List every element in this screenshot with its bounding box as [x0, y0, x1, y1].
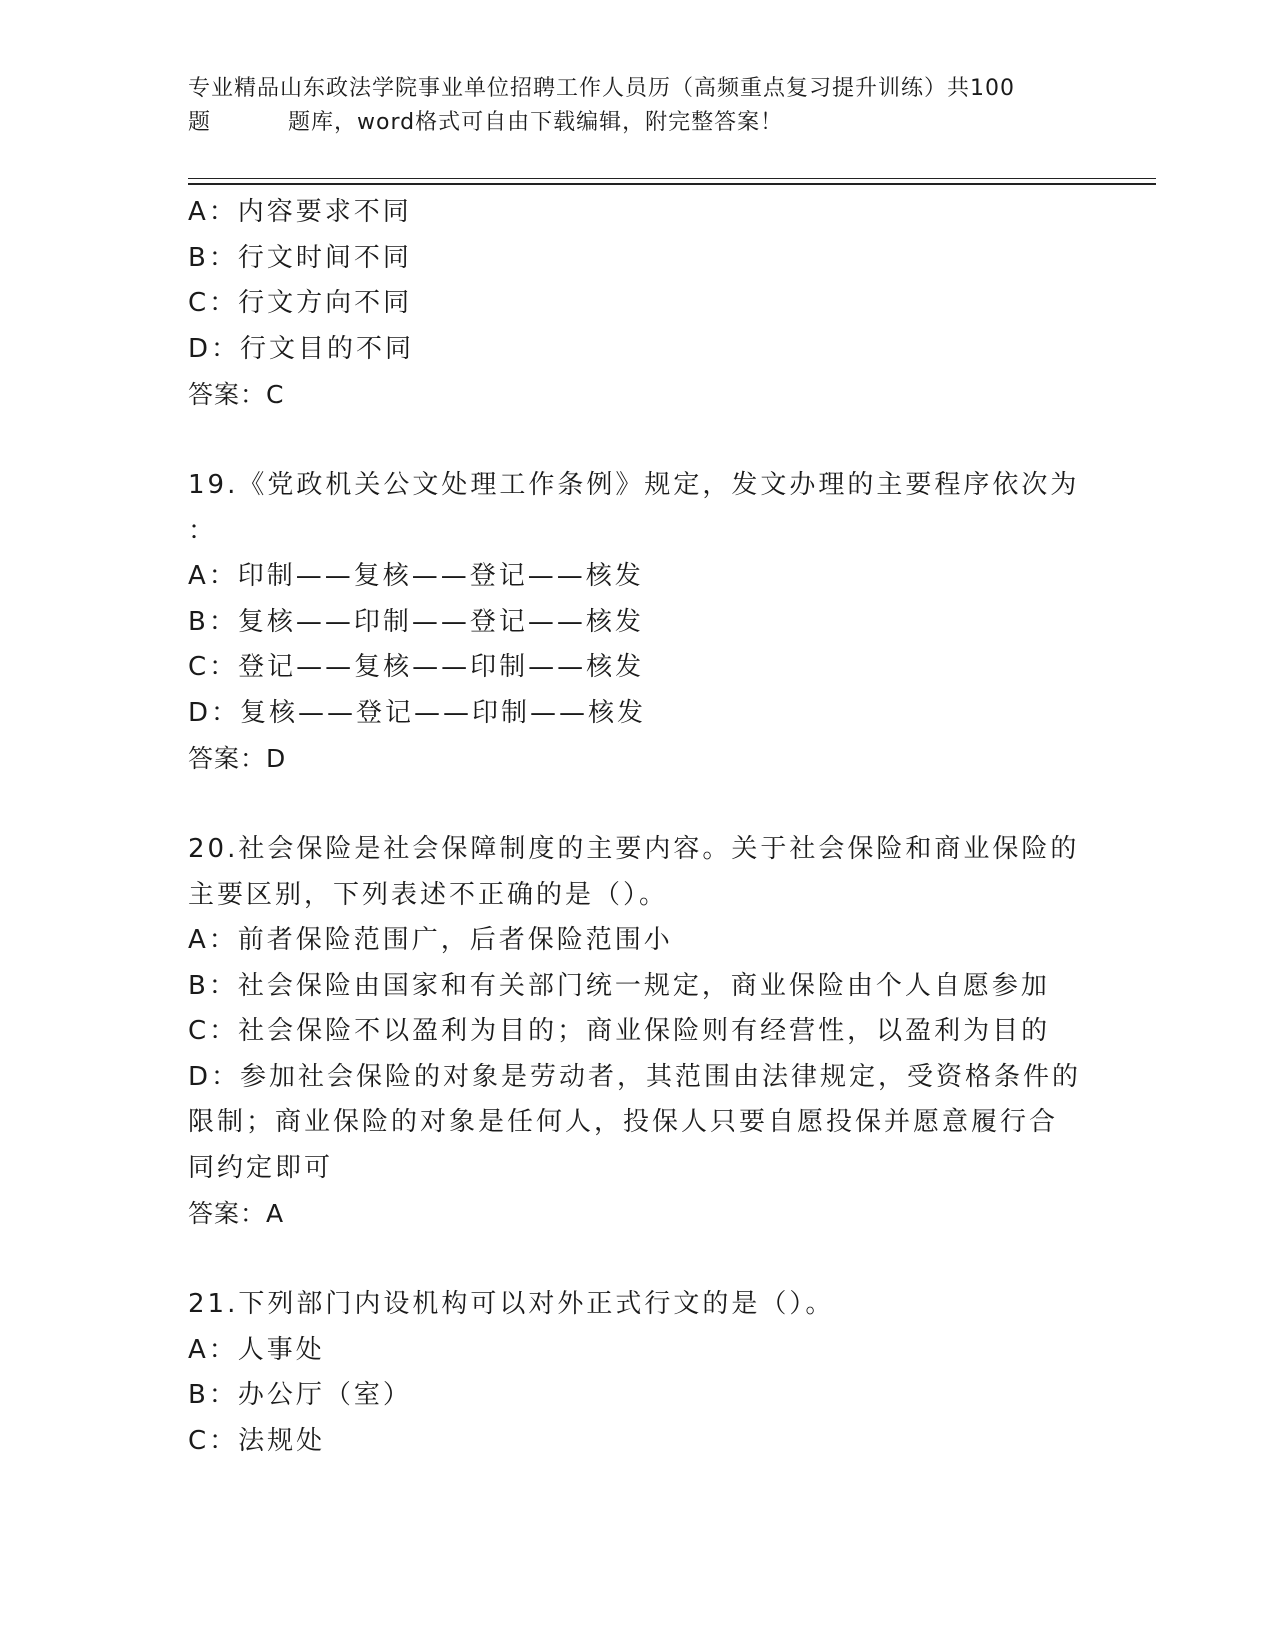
- option-d-line2: 限制；商业保险的对象是任何人，投保人只要自愿投保并愿意履行合: [188, 1107, 1059, 1137]
- question-21-text: 21.下列部门内设机构可以对外正式行文的是（）。: [188, 1289, 835, 1319]
- option-a: A：人事处: [188, 1334, 325, 1365]
- option-c: C：社会保险不以盈利为目的；商业保险则有经营性，以盈利为目的: [188, 1016, 1051, 1046]
- header-title-lead: 题: [188, 110, 212, 135]
- spacer: [188, 782, 1088, 828]
- option-b: B：办公厅（室）: [188, 1380, 412, 1410]
- option-b: B：社会保险由国家和有关部门统一规定，商业保险由个人自愿参加: [188, 970, 1050, 1001]
- question-20-text-line1: 20.社会保险是社会保障制度的主要内容。关于社会保险和商业保险的: [188, 834, 1080, 864]
- header-title-line1: 专业精品山东政法学院事业单位招聘工作人员历（高频重点复习提升训练）共100: [188, 76, 1015, 101]
- option-c: C：法规处: [188, 1425, 326, 1456]
- answer-20: 答案：A: [188, 1199, 285, 1228]
- option-c: C：行文方向不同: [188, 288, 413, 318]
- header-divider-thin: [188, 178, 1156, 179]
- question-18-options: [188, 190, 1088, 418]
- option-a: A：印制——复核——登记——核发: [188, 561, 644, 591]
- option-d: D：复核——登记——印制——核发: [188, 697, 647, 728]
- option-a: A：前者保险范围广，后者保险范围小: [188, 925, 673, 955]
- option-c: C：登记——复核——印制——核发: [188, 652, 645, 682]
- question-20-text-line2: 主要区别，下列表述不正确的是（）。: [188, 879, 669, 910]
- header-divider-thick: [188, 183, 1156, 185]
- option-b: B：行文时间不同: [188, 242, 412, 273]
- spacer: [188, 418, 1088, 464]
- question-20: [188, 827, 1088, 1237]
- answer-18: 答案：C: [188, 380, 285, 409]
- question-content: [188, 190, 1088, 1464]
- question-19-text-line2: ：: [188, 515, 218, 546]
- option-d-line1: D：参加社会保险的对象是劳动者，其范围由法律规定，受资格条件的: [188, 1061, 1082, 1092]
- option-d-line3: 同约定即可: [188, 1152, 334, 1183]
- answer-19: 答案：D: [188, 744, 287, 773]
- page-header: [188, 72, 1088, 140]
- option-b: B：复核——印制——登记——核发: [188, 606, 644, 637]
- question-19-text-line1: 19.《党政机关公文处理工作条例》规定，发文办理的主要程序依次为: [188, 470, 1080, 500]
- spacer: [188, 1237, 1088, 1283]
- option-d: D：行文目的不同: [188, 333, 415, 364]
- question-21: [188, 1282, 1088, 1464]
- question-19: [188, 463, 1088, 782]
- header-title-line2: [188, 106, 1088, 140]
- header-title-rest: 题库，word格式可自由下载编辑，附完整答案！: [288, 110, 784, 135]
- option-a: A：内容要求不同: [188, 197, 412, 227]
